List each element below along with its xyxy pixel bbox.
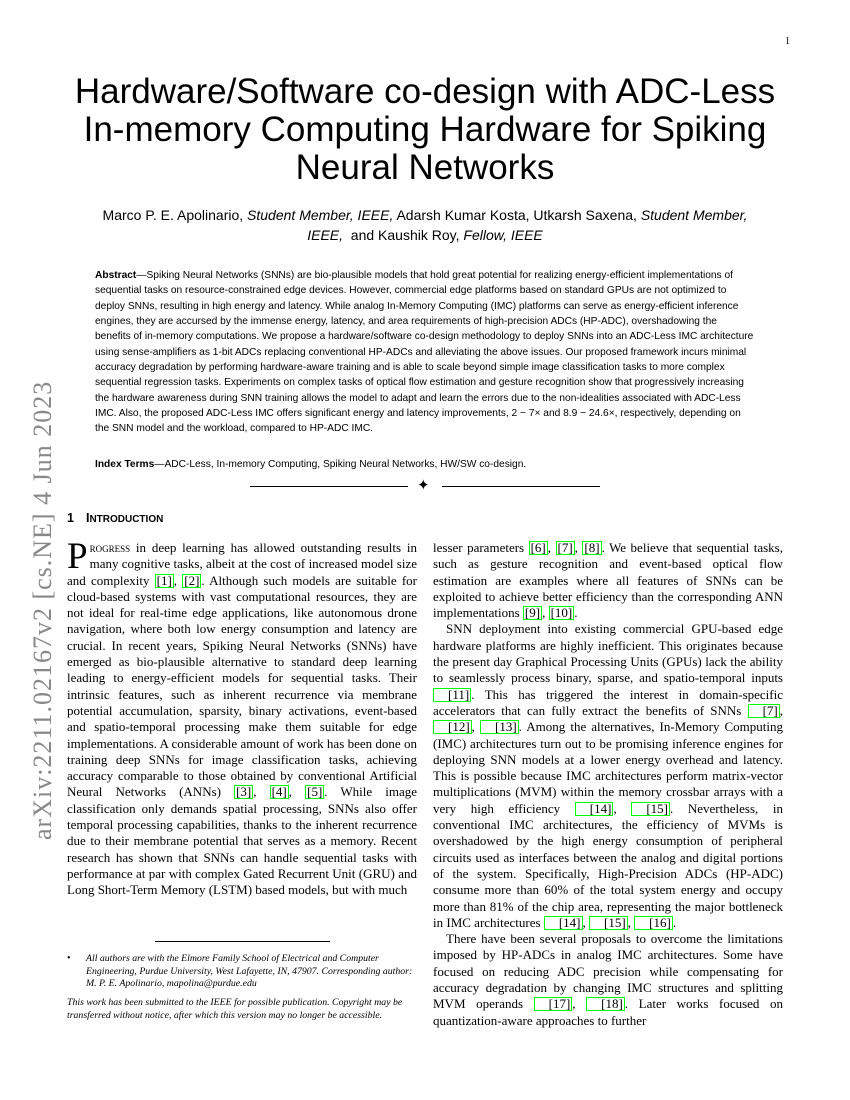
citation-link[interactable]: [2]: [184, 572, 200, 588]
index-terms-text: —ADC-Less, In-memory Computing, Spiking Neural Networks, HW/SW co-design.: [154, 459, 527, 470]
citation-link[interactable]: [7]: [557, 540, 573, 555]
citation-link[interactable]: [3]: [236, 784, 252, 800]
intro-lead-word: rogress: [89, 540, 131, 555]
intro-paragraph-2: SNN deployment into existing commercial GPU-based edge hardware platforms are highly inefficient. This originates because the present day Graphical Processing Units (GPUs) lack the ability to seamlessly process binary, sparse, and spatio-temporal inputs [11] . This has triggered the interest in domain-specific accelerators that can fully extract the benefits of SNNs [7] , [12] , [13] . Among the alternatives, In-Memory Computing (IMC) architectures turn out to be promising inference engines for deploying SNN models at a lower energy overhead and latency. This is possible because IMC architectures perform matrix-vector multiplications (MVM) within the memory crossbar arrays with a very high efficiency [14] , [15] . Nevertheless, in conventional IMC architectures, the efficiency of MVMs is overshadowed by the high energy consumption of peripheral circuits used as interfaces between the analog and digital portions of the system. Specifically, High-Precision ADCs (HP-ADC) consume more than 60% of the total system energy and occupy more than 81% of the chip area, representing the major bottleneck in IMC architectures [14] , [15] , [16] .: [433, 621, 784, 930]
paper-title: Hardware/Software co-design with ADC-Less In-memory Computing Hardware for Spiking Neural Networks: [74, 72, 776, 187]
citation-link[interactable]: [11]: [433, 688, 471, 702]
footnote-rule: [155, 941, 330, 942]
citation-link[interactable]: [16]: [634, 916, 673, 930]
section-title-rest: NTRODUCTION: [89, 514, 164, 525]
citation-link[interactable]: [10]: [550, 605, 573, 621]
citation-link[interactable]: [14]: [575, 802, 614, 816]
citation-link[interactable]: [13]: [480, 720, 519, 734]
intro-paragraph-1-continued: lesser parameters [6] , [7] , [8] . We believe that sequential tasks, such as gesture recognition and event-based optical flow estimation are examples where all features of SNNs can be exploited to achieve better efficiency than the corresponding ANN implementations [9] , [10] .: [433, 540, 783, 621]
section-heading: [67, 511, 417, 525]
abstract-label: Abstract: [95, 270, 137, 281]
citation-link[interactable]: [15]: [589, 916, 628, 930]
separator-line-left: [250, 486, 408, 487]
citation-link[interactable]: [15]: [631, 802, 670, 816]
footnote-copyright-notice: This work has been submitted to the IEEE for possible publication. Copyright may be transferred without notice, after which this version may no longer be accessible.: [67, 997, 403, 1021]
abstract: [95, 268, 755, 437]
citation-link[interactable]: [12]: [433, 720, 472, 734]
author-1: Marco P. E. Apolinario,: [102, 207, 244, 223]
author-2-role: Student Member, IEEE,: [307, 207, 748, 243]
section-number: 1: [67, 511, 74, 525]
footnote-affiliation: [67, 953, 417, 991]
citation-link[interactable]: [6]: [530, 540, 546, 555]
diamond-icon: ✦: [417, 476, 430, 494]
author-list: [95, 205, 755, 245]
bullet-icon: •: [67, 953, 71, 964]
intro-paragraph-1: [67, 536, 418, 899]
citation-link[interactable]: [8]: [584, 540, 600, 555]
index-terms: [95, 458, 755, 472]
citation-link[interactable]: [17]: [534, 997, 573, 1011]
citation-link[interactable]: [18]: [586, 997, 625, 1011]
citation-link[interactable]: [1]: [156, 572, 172, 588]
affiliation-text: All authors are with the Elmore Family School of Electrical and Computer Engineering, Purdue University, West Lafayette, IN, 47907. Corresponding author: M. P. E. Apolinario, mapolina@purdue.edu: [86, 953, 413, 989]
abstract-text: —Spiking Neural Networks (SNNs) are bio-plausible models that hold great potential for realizing energy-efficient implementations of sequential tasks on resource-constrained edge devices. However, commercial edge platforms based on standard GPUs are not optimized to deploy SNNs, resulting in high energy and latency. While analog In-Memory Computing (IMC) platforms can serve as energy-efficient inference engines, they are accursed by the immense energy, latency, and area requirements of high-precision ADCs (HP-ADC), overshadowing the benefits of in-memory computations. We propose a hardware/software co-design methodology to deploy SNNs into an ADC-Less IMC architecture using sense-amplifiers as 1-bit ADCs replacing conventional HP-ADCs and alleviating the above issues. Our proposed framework incurs minimal accuracy degradation by performing hardware-aware training and is able to scale beyond simple image classification tasks to more complex sequential regression tasks. Experiments on complex tasks of optical flow estimation and gesture recognition show that progressively increasing the hardware awareness during SNN training allows the model to adapt and learn the errors due to the non-idealities associated with ADC-Less IMC. Also, the proposed ADC-Less IMC offers significant energy and latency improvements, 2 − 7× and 8.9 − 24.6×, respectively, depending on the SNN model and the workload, compared to HP-ADC IMC.: [95, 270, 754, 435]
separator-line-right: [442, 486, 600, 487]
citation-link[interactable]: [14]: [544, 916, 583, 930]
page-number: 1: [785, 36, 790, 47]
left-column: [67, 536, 418, 899]
right-column: [433, 540, 783, 1029]
author-1-role: Student Member, IEEE,: [247, 207, 394, 223]
dropcap-letter: P: [67, 536, 88, 577]
author-3: and Kaushik Roy,: [350, 227, 460, 243]
arxiv-identifier-stamp: arXiv:2211.02167v2 [cs.NE] 4 Jun 2023: [28, 380, 57, 840]
author-3-role: Fellow, IEEE: [463, 227, 543, 243]
citation-link[interactable]: [4]: [271, 784, 287, 800]
intro-left-body: in deep learning has allowed outstanding results in many cognitive tasks, albeit at the cost of increased model size and complexity [1] , [2] . Although such models are suitable for cloud-based systems with vast computational resources, they are not ideal for real-time edge applications, like autonomous drone navigation, where both low energy consumption and latency are crucial. In recent years, Spiking Neural Networks (SNNs) have emerged as bio-plausible alternative to standard deep learning leading to energy-efficient models for sequential tasks. Their intrinsic features, such as inherent recurrence via membrane potential accumulation, sparsity, binary activations, event-based and spatio-temporal processing make them suitable for edge implementations. A considerable amount of work has been done on training deep SNNs for image classification tasks, achieving accuracy comparable to those obtained by conventional Artificial Neural Networks (ANNs) [3] , [4] , [5] . While image classification only demands spatial processing, SNNs also offer temporal processing capabilities, thanks to the inherent recurrence due to their membrane potential that serves as a memory. Recent research has shown that SNNs can handle sequential tasks with performance at par with complex Gated Recurrent Unit (GRU) and Long Short-Term Memory (LSTM) based models, but with much: [67, 540, 418, 898]
citation-link[interactable]: [7]: [748, 704, 780, 718]
citation-link[interactable]: [9]: [524, 605, 541, 621]
index-terms-label: Index Terms: [95, 459, 155, 470]
citation-link[interactable]: [5]: [307, 784, 323, 800]
section-title-initial: I: [85, 511, 90, 525]
author-2: Adarsh Kumar Kosta, Utkarsh Saxena,: [396, 207, 637, 223]
section-separator: [250, 478, 600, 494]
intro-paragraph-3: There have been several proposals to overcome the limitations imposed by HP-ADCs in analog IMC architectures. Some have focused on reducing ADC precision while compensating for accuracy degradation by changing IMC structures and splitting MVM operands [17] , [18] . Later works focused on quantization-aware approaches to further: [433, 931, 784, 1028]
